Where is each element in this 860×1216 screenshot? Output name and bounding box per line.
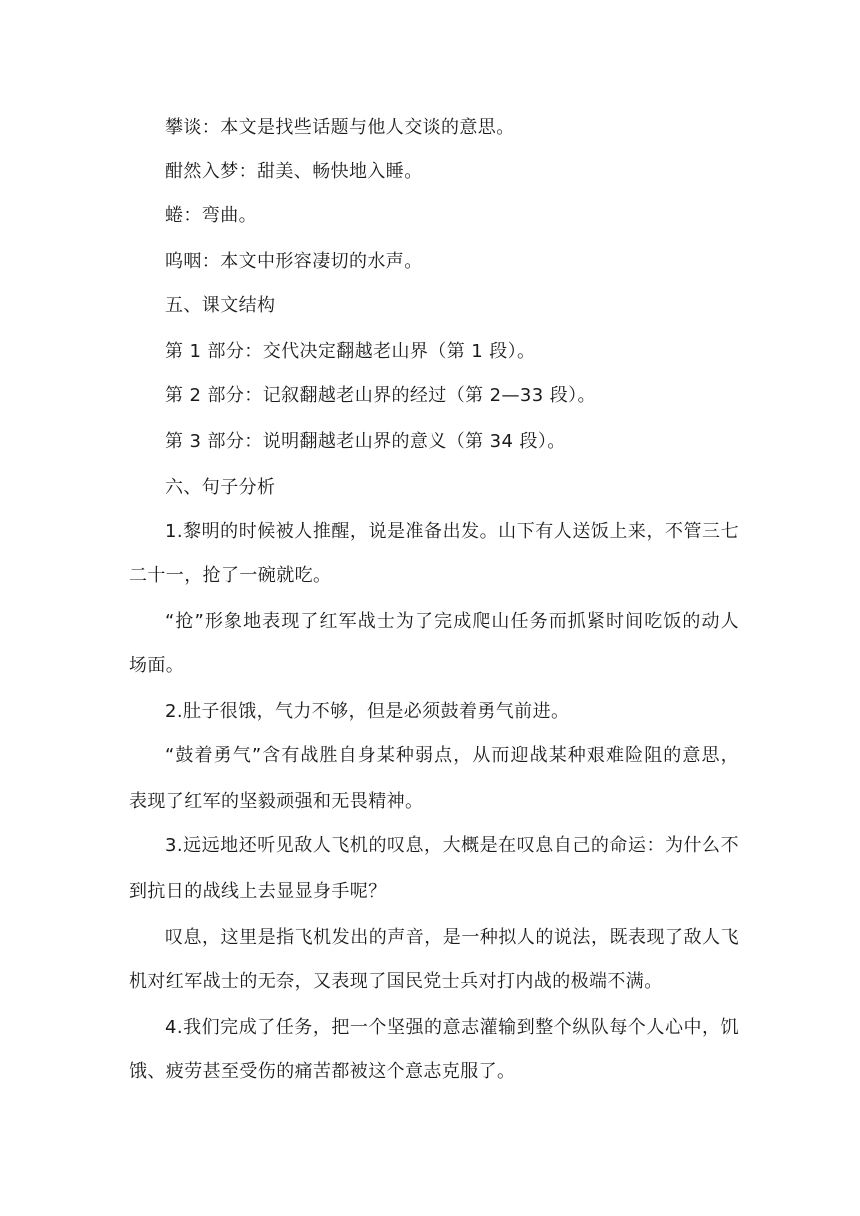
text-line: 攀谈：本文是找些话题与他人交谈的意思。 <box>165 117 515 138</box>
section-heading: 五、课文结构 <box>165 295 276 316</box>
text-line: “鼓着勇气”含有战胜自身某种弱点，从而迎战某种艰难险阻的意思， <box>165 745 739 766</box>
text-line: 4.我们完成了任务，把一个坚强的意志灌输到整个纵队每个人心中，饥 <box>165 1017 739 1038</box>
text-line: 2.肚子很饿，气力不够，但是必须鼓着勇气前进。 <box>165 701 570 722</box>
text-line: 酣然入梦：甜美、畅快地入睡。 <box>165 161 423 182</box>
text-line: 叹息，这里是指飞机发出的声音，是一种拟人的说法，既表现了敌人飞 <box>165 927 739 948</box>
text-line: 3.远远地还听见敌人飞机的叹息，大概是在叹息自己的命运：为什么不 <box>165 835 739 856</box>
text-line: 机对红军战士的无奈，又表现了国民党士兵对打内战的极端不满。 <box>129 971 663 992</box>
text-line: 第 1 部分：交代决定翻越老山界（第 1 段）。 <box>165 341 536 362</box>
text-line: 饿、疲劳甚至受伤的痛苦都被这个意志克服了。 <box>129 1061 516 1082</box>
text-line: 二十一，抢了一碗就吃。 <box>129 565 332 586</box>
text-line: 第 2 部分：记叙翻越老山界的经过（第 2—33 段）。 <box>165 385 596 406</box>
text-line: 第 3 部分：说明翻越老山界的意义（第 34 段）。 <box>165 431 566 452</box>
text-line: 表现了红军的坚毅顽强和无畏精神。 <box>129 791 424 812</box>
text-line: 到抗日的战线上去显显身手呢？ <box>129 881 387 902</box>
text-line: 蜷：弯曲。 <box>165 205 257 226</box>
text-line: 场面。 <box>129 655 185 676</box>
text-line: “抢”形象地表现了红军战士为了完成爬山任务而抓紧时间吃饭的动人 <box>165 611 739 632</box>
text-line: 呜咽：本文中形容凄切的水声。 <box>165 251 423 272</box>
text-line: 1.黎明的时候被人推醒，说是准备出发。山下有人送饭上来，不管三七 <box>165 521 739 542</box>
section-heading: 六、句子分析 <box>165 477 276 498</box>
